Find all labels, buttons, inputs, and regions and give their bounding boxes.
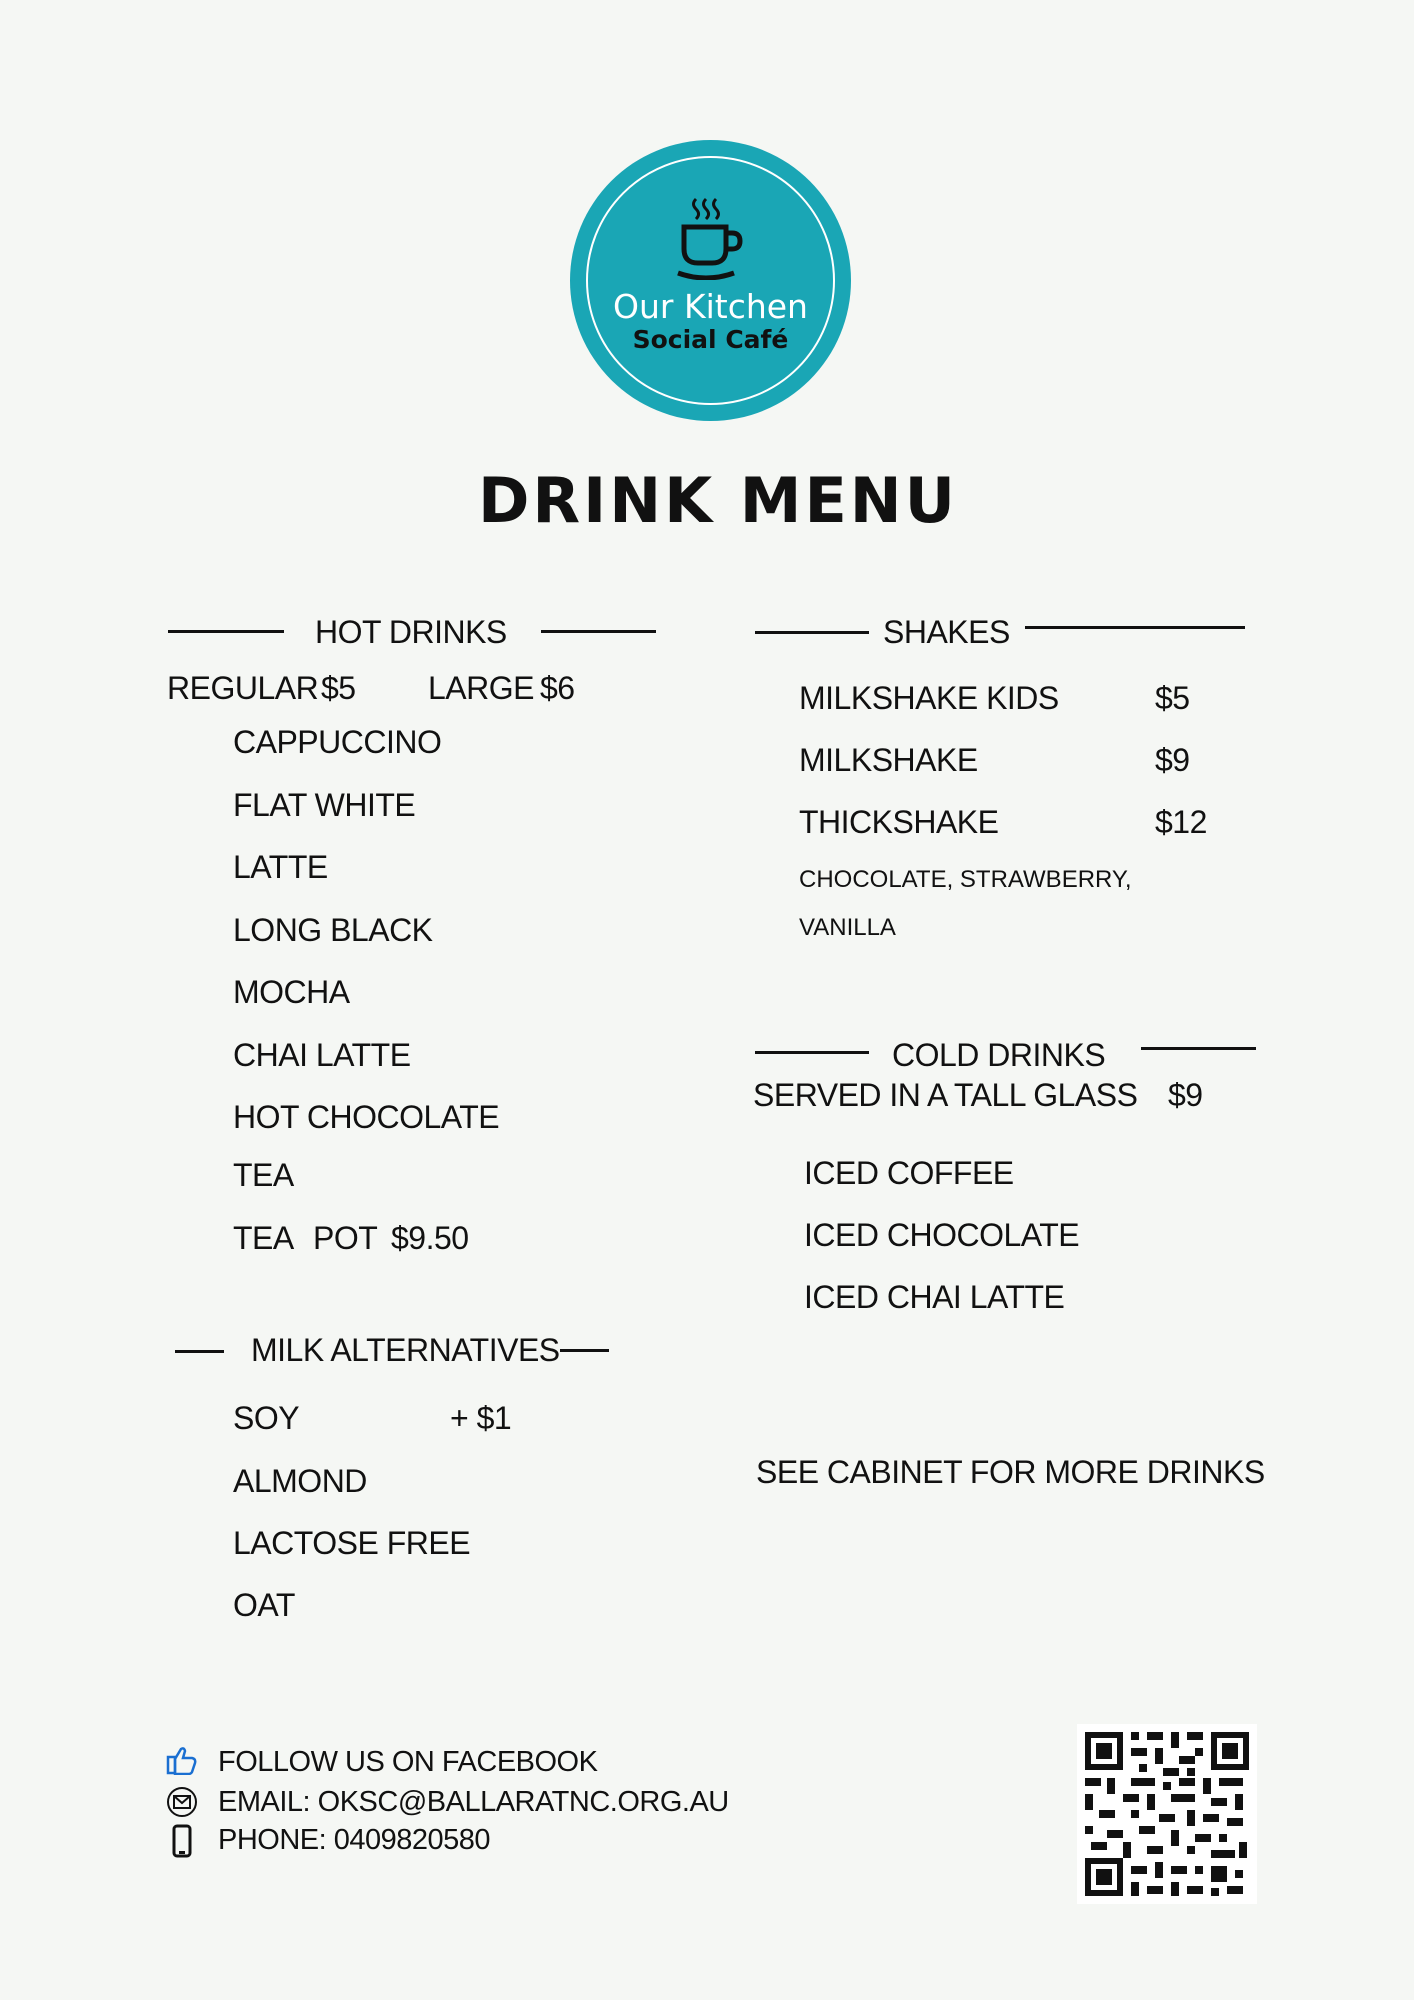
- size-regular-label: REGULAR: [167, 670, 319, 706]
- email-icon: [166, 1786, 198, 1818]
- shake-flavours: CHOCOLATE, STRAWBERRY,: [799, 866, 1132, 893]
- qr-code[interactable]: [1077, 1724, 1257, 1904]
- cabinet-note: SEE CABINET FOR MORE DRINKS: [756, 1454, 1265, 1490]
- page-title: DRINK MENU: [477, 464, 959, 537]
- milk-item: ALMOND: [233, 1463, 367, 1499]
- shake-price: $12: [1155, 804, 1207, 840]
- divider: [1141, 1047, 1256, 1050]
- shake-flavours: VANILLA: [799, 914, 896, 941]
- cold-drink-item: ICED CHOCOLATE: [804, 1217, 1080, 1253]
- cold-drink-item: ICED COFFEE: [804, 1155, 1014, 1191]
- cold-drink-item: ICED CHAI LATTE: [804, 1279, 1065, 1315]
- milk-item: LACTOSE FREE: [233, 1525, 471, 1561]
- coffee-cup-icon: [676, 195, 746, 280]
- size-regular-price: $5: [321, 670, 356, 706]
- shake-price: $5: [1155, 680, 1190, 716]
- shake-name: THICKSHAKE: [799, 804, 999, 840]
- section-heading-hot-drinks: HOT DRINKS: [315, 614, 507, 650]
- divider: [755, 631, 869, 634]
- milk-item: SOY: [233, 1400, 300, 1436]
- section-heading-cold-drinks: COLD DRINKS: [892, 1037, 1106, 1073]
- section-heading-shakes: SHAKES: [883, 614, 1010, 650]
- hot-drink-item: CHAI LATTE: [233, 1037, 411, 1073]
- cold-drinks-served: SERVED IN A TALL GLASS: [753, 1077, 1138, 1113]
- thumbs-up-icon[interactable]: [166, 1745, 198, 1775]
- tea-pot-size: POT: [313, 1220, 378, 1256]
- cafe-logo: [570, 140, 851, 421]
- size-large-price: $6: [540, 670, 575, 706]
- tea-pot-price: $9.50: [391, 1220, 469, 1256]
- logo-subtitle: Social Café: [632, 325, 789, 354]
- divider: [541, 630, 656, 633]
- size-large-label: LARGE: [428, 670, 534, 706]
- footer-email[interactable]: EMAIL: OKSC@BALLARATNC.ORG.AU: [218, 1786, 729, 1818]
- logo-ring: [586, 156, 835, 405]
- logo-name: Our Kitchen: [613, 287, 808, 326]
- milk-price: + $1: [450, 1400, 512, 1436]
- cold-drinks-price: $9: [1168, 1077, 1203, 1113]
- hot-drink-item: FLAT WHITE: [233, 787, 416, 823]
- divider: [755, 1051, 869, 1054]
- tea-pot-label: TEA: [233, 1220, 294, 1256]
- divider: [1025, 626, 1245, 629]
- footer-facebook[interactable]: FOLLOW US ON FACEBOOK: [218, 1746, 598, 1778]
- hot-drink-item: LATTE: [233, 849, 328, 885]
- hot-drink-item: CAPPUCCINO: [233, 724, 442, 760]
- hot-drink-item: HOT CHOCOLATE: [233, 1099, 500, 1135]
- hot-drink-item: LONG BLACK: [233, 912, 433, 948]
- hot-drink-item: MOCHA: [233, 974, 350, 1010]
- footer-phone[interactable]: PHONE: 0409820580: [218, 1824, 491, 1856]
- divider: [168, 630, 284, 633]
- shake-price: $9: [1155, 742, 1190, 778]
- divider: [560, 1349, 609, 1352]
- section-heading-milk-alternatives: MILK ALTERNATIVES: [251, 1332, 560, 1368]
- divider: [175, 1350, 224, 1353]
- shake-name: MILKSHAKE KIDS: [799, 680, 1059, 716]
- shake-name: MILKSHAKE: [799, 742, 978, 778]
- milk-item: OAT: [233, 1587, 295, 1623]
- phone-icon: [172, 1824, 192, 1858]
- hot-drink-item: TEA: [233, 1157, 294, 1193]
